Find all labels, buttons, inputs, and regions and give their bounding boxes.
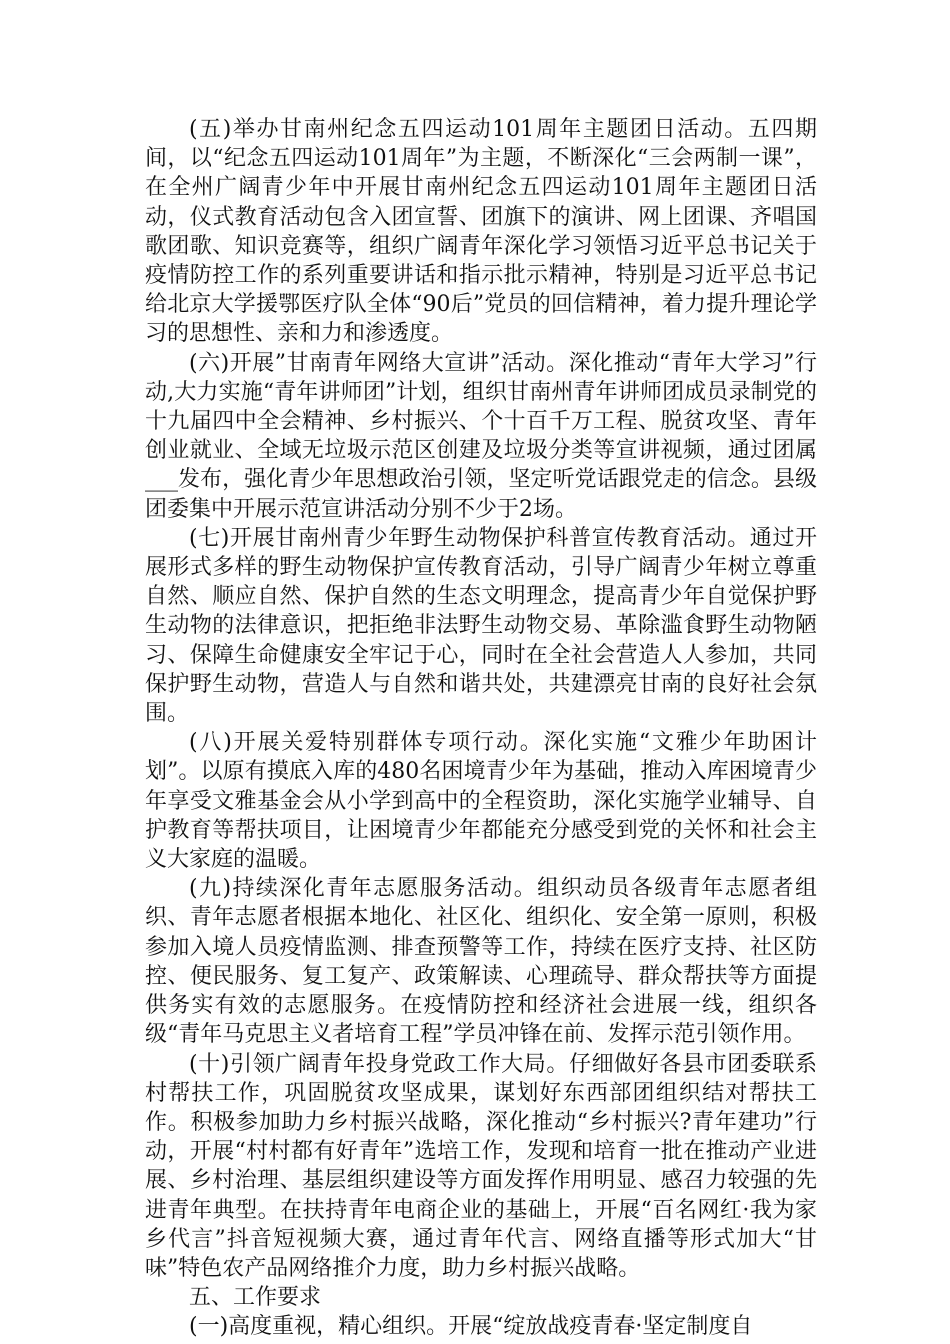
section-heading-work-requirements: 五、工作要求 bbox=[189, 1285, 322, 1311]
document-body bbox=[145, 115, 817, 1342]
paragraph-activity-6: (六)开展”甘南青年网络大宣讲”活动。深化推动“青年大学习”行动,大力实施“青年讲师团”计划，组织甘南州青年讲师团成员录制党的十九届四中全会精神、乡村振兴、个十百千万工程、脱贫攻坚、青年创业就业、全域无垃圾示范区创建及垃圾分类等宣讲视频，通过团属___发布，强化青少年思想政治引领，坚定听党话跟党走的信念。县级团委集中开展示范宣讲活动分别不少于2场。 bbox=[145, 350, 817, 522]
paragraph-activity-7: (七)开展甘南州青少年野生动物保护科普宣传教育活动。通过开展形式多样的野生动物保护宣传教育活动，引导广阔青少年树立尊重自然、顺应自然、保护自然的生态文明理念，提高青少年自觉保护野生动物的法律意识，把拒绝非法野生动物交易、革除滥食野生动物陋习、保障生命健康安全牢记于心，同时在全社会营造人人参加，共同保护野生动物，营造人与自然和谐共处，共建漂亮甘南的良好社会氛围。 bbox=[145, 525, 817, 727]
paragraph-requirement-1: (一)高度重视，精心组织。开展“绽放战疫青春·坚定制度自 bbox=[189, 1314, 753, 1340]
paragraph-activity-10: (十)引领广阔青年投身党政工作大局。仔细做好各县市团委联系村帮扶工作，巩固脱贫攻坚成果，谋划好东西部团组织结对帮扶工作。积极参加助力乡村振兴战略，深化推动“乡村振兴?青年建功”行动，开展“村村都有好青年”选培工作，发现和培育一批在推动产业进展、乡村治理、基层组织建设等方面发挥作用明显、感召力较强的先进青年典型。在扶持青年电商企业的基础上，开展“百名网红·我为家乡代言”抖音短视频大赛，通过青年代言、网络直播等形式加大“甘味”特色农产品网络推介力度，助力乡村振兴战略。 bbox=[145, 1051, 817, 1281]
paragraph-activity-5: (五)举办甘南州纪念五四运动101周年主题团日活动。五四期间，以“纪念五四运动101周年”为主题，不断深化“三会两制一课”，在全州广阔青少年中开展甘南州纪念五四运动101周年主题团日活动，仪式教育活动包含入团宣誓、团旗下的演讲、网上团课、齐唱国歌团歌、知识竞赛等，组织广阔青年深化学习领悟习近平总书记关于疫情防控工作的系列重要讲话和指示批示精神，特别是习近平总书记给北京大学援鄂医疗队全体“90后”党员的回信精神，着力提升理论学习的思想性、亲和力和渗透度。 bbox=[145, 117, 817, 347]
paragraph-activity-9: (九)持续深化青年志愿服务活动。组织动员各级青年志愿者组织、青年志愿者根据本地化、社区化、组织化、安全第一原则，积极参加入境人员疫情监测、排查预警等工作，持续在医疗支持、社区防控、便民服务、复工复产、政策解读、心理疏导、群众帮扶等方面提供务实有效的志愿服务。在疫情防控和经济社会进展一线，组织各级“青年马克思主义者培育工程”学员冲锋在前、发挥示范引领作用。 bbox=[145, 876, 817, 1048]
paragraph-activity-8: (八)开展关爱特别群体专项行动。深化实施“文雅少年助困计划”。以原有摸底入库的480名困境青少年为基础，推动入库困境青少年享受文雅基金会从小学到高中的全程资助，深化实施学业辅导、自护教育等帮扶项目，让困境青少年都能充分感受到党的关怀和社会主义大家庭的温暖。 bbox=[145, 730, 817, 873]
